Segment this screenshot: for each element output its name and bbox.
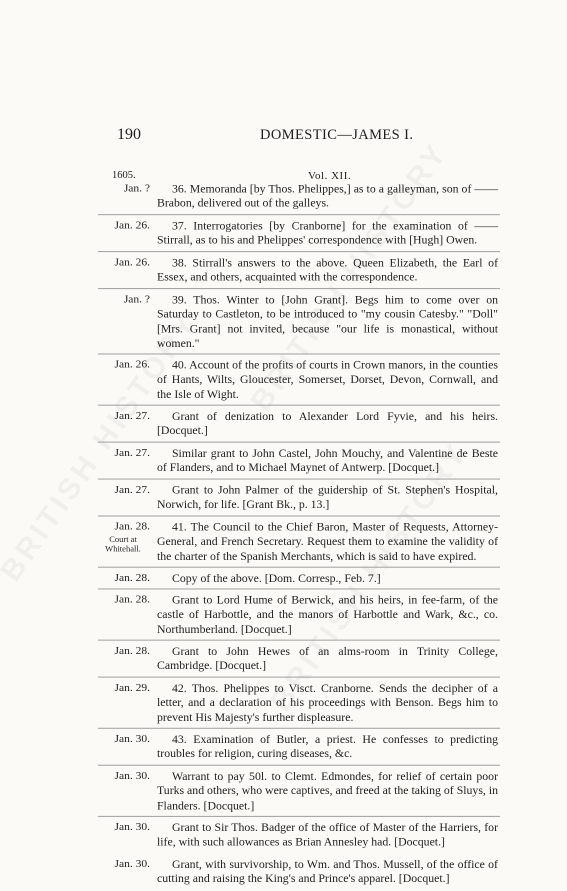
entry-date: Jan. 28. [114,594,150,606]
entry-date: Jan. 30. [114,770,150,782]
entry-divider [98,567,500,568]
entry-date: Jan. 26. [114,359,150,371]
entry-divider [98,214,500,215]
entry-divider [98,405,500,406]
entry-text: 38. Stirrall's answers to the above. Queen Elizabeth, the Earl of Essex, and others, acquainted with the correspondence. [157,255,498,284]
entry-text: 36. Memoranda [by Thos. Phelippes,] as to a galleyman, son of —— Brabon, delivered out of the galleys. [157,182,498,210]
entry-text: Grant to Sir Thos. Badger of the office of Master of the Harriers, for life, with such allowances as Brian Annesley had. [Docquet.] [157,820,498,849]
entry-date: Jan. 28. [114,521,150,533]
entry-divider [98,288,500,289]
entry-divider [98,588,500,589]
entry-text: 39. Thos. Winter to [John Grant]. Begs him to come over on Saturday to Castleton, to be introduced to "my cousin Catesby." "Doll" [Mrs. Grant] not invited, because "our life is monastical, without women." [157,292,498,350]
entry-date: Jan. 30. [114,821,150,833]
entry-date: Jan. 28. [114,645,150,657]
page-number: 190 [117,126,141,143]
entry-text: Grant to John Palmer of the guidership of St. Stephen's Hospital, Norwich, for life. [Grant Bk., p. 13.] [157,483,498,512]
entry-divider [98,354,500,355]
entry-text: 42. Thos. Phelippes to Visct. Cranborne. Sends the decipher of a letter, and a declaration of his proceedings with Benson. Begs him to prevent His Majesty's further displeasure. [157,681,498,724]
entry-text: Grant to John Hewes of an alms-room in Trinity College, Cambridge. [Docquet.] [157,644,498,673]
entry-divider [98,442,500,443]
entry-date: Jan. 27. [114,410,150,422]
entry-date: Jan. 30. [114,858,150,870]
entry-divider [98,640,500,641]
entry-text: Grant to Lord Hume of Berwick, and his heirs, in fee-farm, of the castle of Harbottle, and the manors of Harbottle and Wark, &c., co. Northumberland. [Docquet.] [157,593,498,636]
entry-date: Jan. 27. [114,447,150,459]
volume-label: Vol. XII. [308,170,352,182]
year-label: 1605. [112,170,136,181]
entry-date: Jan. 30. [114,733,150,745]
entry-text: 37. Interrogatories [by Cranborne] for the examination of —— Stirrall, as to his and Phelippes' correspondence with [Hugh] Owen. [157,218,498,247]
entry-text: Copy of the above. [Dom. Corresp., Feb. 7.] [172,571,381,585]
entry-text: 41. The Council to the Chief Baron, Master of Requests, Attorney-General, and French Secretary. Request them to examine the validity of the charter of the Spanish Merchants, which is said to have expired. [157,520,498,563]
entry-divider [98,479,500,480]
entry-divider [98,816,500,817]
calendar-entries [0,10,567,886]
entry-date: Jan. 26. [114,256,150,269]
entry-date: Jan. ? [123,182,150,195]
entry-divider [98,516,500,517]
entry-place: Court at Whitehall. [105,534,141,554]
entry-date: Jan. 28. [114,572,150,584]
running-title: DOMESTIC—JAMES I. [260,127,414,143]
entry-text: Warrant to pay 50l. to Clemt. Edmondes, for relief of certain poor Turks and others, who were captives, and freed at the taking of Sluys, in Flanders. [Docquet.] [157,769,498,812]
entry-date: Jan. 26. [114,219,150,232]
entry-date: Jan. 27. [114,484,150,496]
entry-text: Grant, with survivorship, to Wm. and Thos. Mussell, of the office of cutting and raising the King's and Prince's apparel. [Docquet.] [157,857,498,886]
entry-divider [98,728,500,729]
entry-divider [98,251,500,252]
entry-date: Jan. 29. [114,682,150,694]
entry-divider [98,677,500,678]
entry-divider [98,765,500,766]
entry-text: 40. Account of the profits of courts in Crown manors, in the counties of Hants, Wilts, Gloucester, Somerset, Dorset, Devon, Cornwall, and the Isle of Wight. [157,358,498,401]
entry-date: Jan. ? [123,293,150,306]
entry-text: Similar grant to John Castel, John Mouchy, and Valentine de Beste of Flanders, and to Michael Maynet of Antwerp. [Docquet.] [157,446,498,475]
entry-text: Grant of denization to Alexander Lord Fyvie, and his heirs. [Docquet.] [157,409,498,438]
entry-text: 43. Examination of Butler, a priest. He confesses to predicting troubles for religion, curing diseases, &c. [157,732,498,761]
